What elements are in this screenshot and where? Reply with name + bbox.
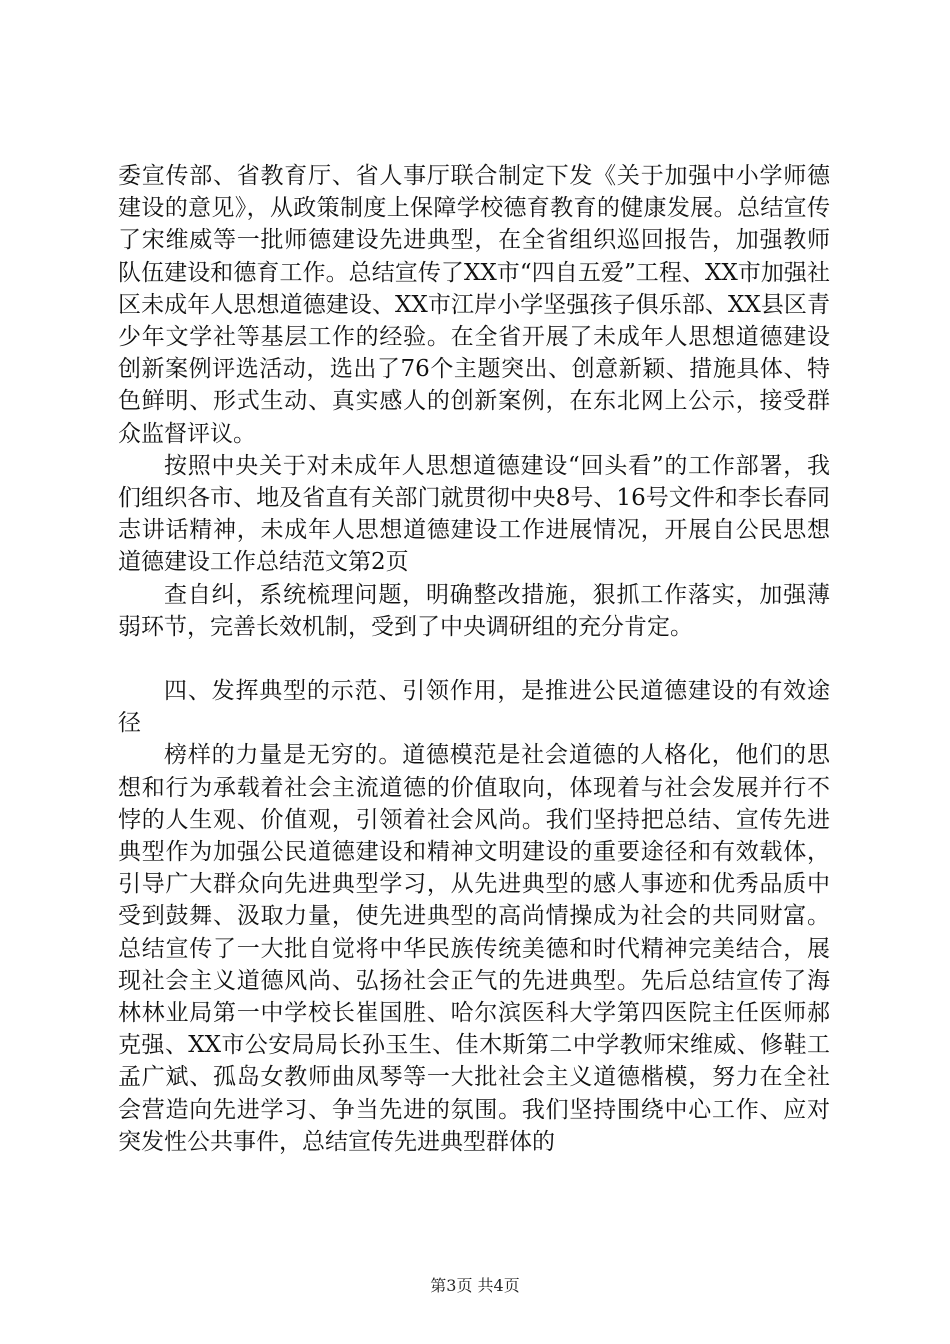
paragraph-role-models: 榜样的力量是无穷的。道德模范是社会道德的人格化，他们的思想和行为承载着社会主流道德的价值取向，体现着与社会发展并行不悖的人生观、价值观，引领着社会风尚。我们坚持把总结、宣传先进典型作为加强公民道德建设和精神文明建设的重要途径和有效载体，引导广大群众向先进典型学习，从先进典型的感人事迹和优秀品质中受到鼓舞、汲取力量，使先进典型的高尚情操成为社会的共同财富。总结宣传了一大批自觉将中华民族传统美德和时代精神完美结合，展现社会主义道德风尚、弘扬社会正气的先进典型。先后总结宣传了海林林业局第一中学校长崔国胜、哈尔滨医科大学第四医院主任医师郝克强、XX市公安局局长孙玉生、佳木斯第二中学教师宋维威、修鞋工孟广斌、孤岛女教师曲凤琴等一大批社会主义道德楷模，努力在全社会营造向先进学习、争当先进的氛围。我们坚持围绕中心工作、应对突发性公共事件，总结宣传先进典型群体的 [118, 742, 830, 1155]
paragraph-review-work: 按照中央关于对未成年人思想道德建设“回头看”的工作部署，我们组织各市、地及省直有关部门就贯彻中央8号、16号文件和李长春同志讲话精神，未成年人思想道德建设工作进展情况，开展自公民思想道德建设工作总结范文第2页 [118, 452, 830, 576]
page-footer: 第3页 共4页 [430, 1276, 520, 1295]
document-body [118, 160, 830, 1158]
paragraph-spacer [118, 643, 830, 675]
paragraph-self-check: 查自纠，系统梳理问题，明确整改措施，狠抓工作落实，加强薄弱环节，完善长效机制，受到了中央调研组的充分肯定。 [118, 581, 830, 640]
section-heading: 四、发挥典型的示范、引领作用，是推进公民道德建设的有效途径 [118, 678, 830, 737]
paragraph-continuation: 委宣传部、省教育厅、省人事厅联合制定下发《关于加强中小学师德建设的意见》，从政策制度上保障学校德育教育的健康发展。总结宣传了宋维威等一批师德建设先进典型，在全省组织巡回报告，加强教师队伍建设和德育工作。总结宣传了XX市“四自五爱”工程、XX市加强社区未成年人思想道德建设、XX市江岸小学坚强孩子俱乐部、XX县区青少年文学社等基层工作的经验。在全省开展了未成年人思想道德建设创新案例评选活动，选出了76个主题突出、创意新颖、措施具体、特色鲜明、形式生动、真实感人的创新案例，在东北网上公示，接受群众监督评议。 [118, 163, 830, 447]
